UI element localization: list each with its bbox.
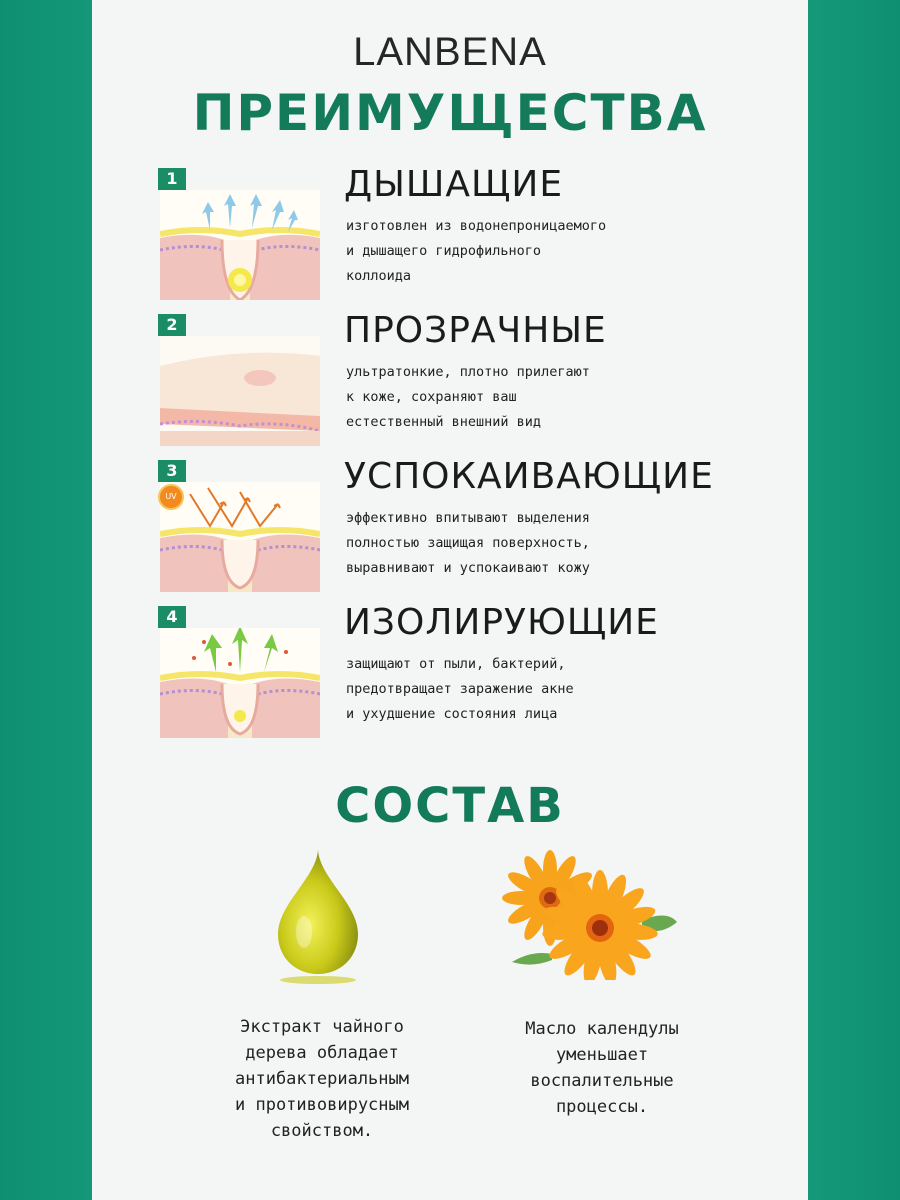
composition-title: СОСТАВ — [335, 778, 565, 834]
feature-heading: ПРОЗРАЧНЫЕ — [344, 310, 607, 351]
feature-item-breathing — [158, 164, 798, 308]
transparent-patch-icon — [160, 336, 320, 446]
feature-description: ультратонкие, плотно прилегают к коже, сохраняют ваш естественный внешний вид — [346, 364, 590, 430]
feature-heading: ДЫШАЩИЕ — [344, 164, 564, 205]
feature-number-badge: 4 — [158, 606, 186, 628]
uv-protection-icon — [160, 482, 320, 592]
brand-logo: LANBENA — [353, 30, 547, 74]
calendula-flower-icon — [492, 850, 682, 980]
content-panel — [92, 0, 808, 1200]
feature-heading: ИЗОЛИРУЮЩИЕ — [344, 602, 659, 643]
feature-number-badge: 2 — [158, 314, 186, 336]
ingredient-calendula-text: Масло календулы уменьшает воспалительные процессы. — [525, 1019, 679, 1117]
ingredient-tea-tree-text: Экстракт чайного дерева обладает антибактериальным и противовирусным свойством. — [235, 1017, 409, 1141]
breathing-skin-icon — [160, 190, 320, 300]
feature-number-badge: 1 — [158, 168, 186, 190]
feature-description: защищают от пыли, бактерий, предотвращает заражение акне и ухудшение состояния лица — [346, 656, 574, 722]
feature-number-badge: 3 — [158, 460, 186, 482]
isolating-skin-icon — [160, 628, 320, 738]
feature-item-soothing — [158, 456, 798, 600]
page-title: ПРЕИМУЩЕСТВА — [192, 84, 708, 142]
feature-item-isolating — [158, 602, 798, 746]
uv-badge: UV — [158, 484, 184, 510]
feature-heading: УСПОКАИВАЮЩИЕ — [344, 456, 714, 497]
oil-drop-icon — [270, 848, 366, 988]
feature-description: эффективно впитывают выделения полностью защищая поверхность, выравнивают и успокаивают кожу — [346, 510, 590, 576]
feature-description: изготовлен из водонепроницаемого и дышащего гидрофильного коллоида — [346, 218, 607, 284]
feature-item-transparent — [158, 310, 798, 454]
